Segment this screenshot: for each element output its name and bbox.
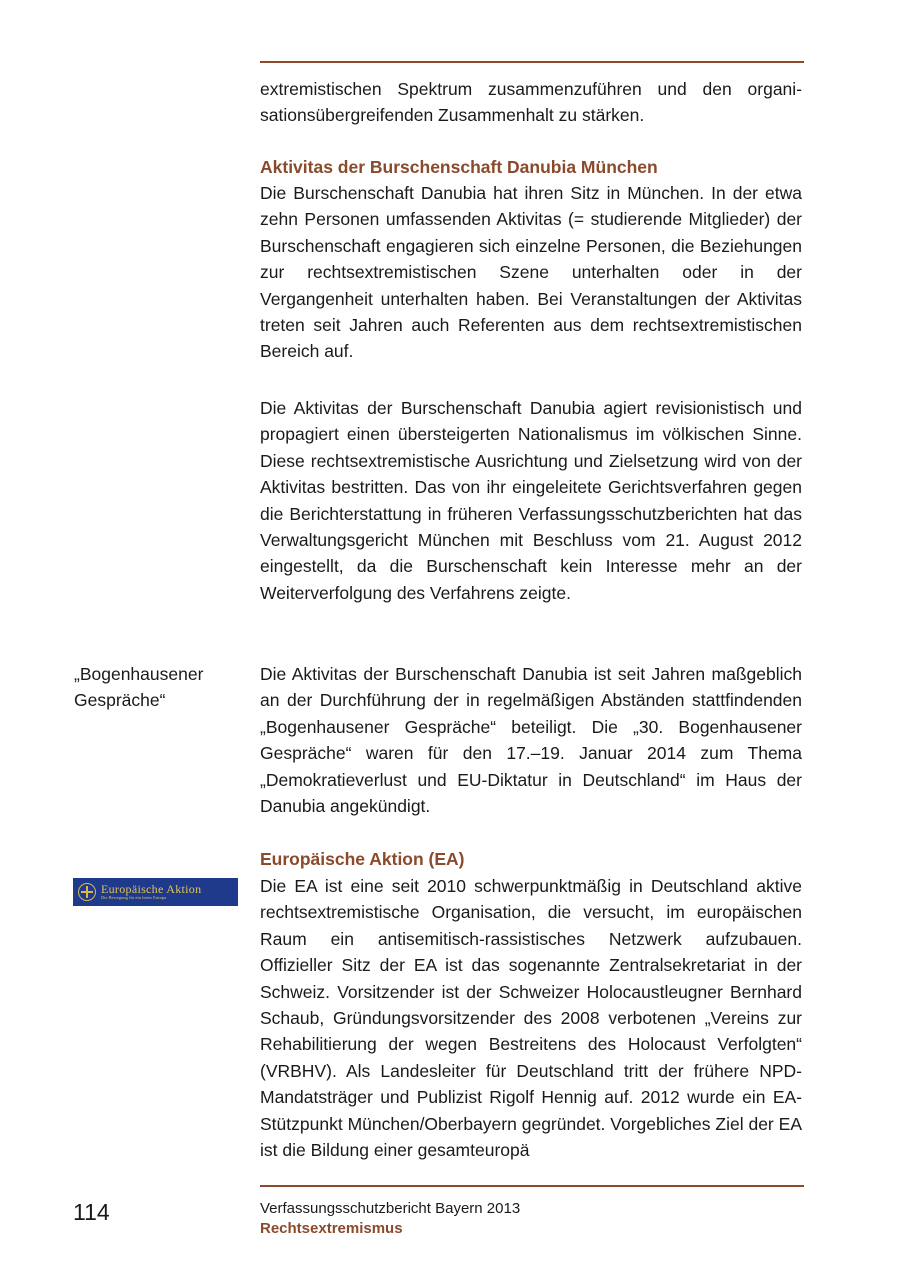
margin-note-bogenhausener [74,661,244,714]
europaeische-aktion-logo [73,878,238,906]
logo-wordmark [101,883,201,901]
danubia-paragraph-3 [260,661,802,819]
ea-text-1: Die EA ist eine seit 2010 schwerpunktmäßig in Deutschland aktive rechtsextremistische Organisation, die versucht, im europäischen Raum ein antisemitisch-rassistisches Netzwerk aufzubauen. Offizieller Sitz der EA ist das sogenannte Zentralsekretariat in der Schweiz. Vorsitzender ist der Schweizer Holocaustleugner Bernhard Schaub, Gründungsvorsitzender des 2008 verbotenen „Vereins zur Rehabilitierung der wegen Bestreitens des Holocaust Verfolgten“ (VRBHV). Als Landesleiter für Deutschland tritt der frühere NPD-Mandatsträger und Publizist Rigolf Hennig auf. 2012 wurde ein EA-Stützpunkt München/Oberbayern gegründet. Vorgebliches Ziel der EA ist die Bildung einer gesamteuropä [260,876,802,1161]
footer-section-name: Rechtsextremismus [260,1220,403,1237]
danubia-text-1: Die Burschenschaft Danubia hat ihren Sitz in München. In der etwa zehn Personen umfassenden Aktivitas (= studierende Mitglieder) der Burschenschaft engagieren sich einzelne Personen, die Beziehungen zur rechtsextremistischen Szene unterhalten oder in der Vergangenheit unterhalten haben. Bei Veranstaltungen der Aktivitas treten seit Jahren auch Referenten aus dem rechtsextremistischen Bereich auf. [260,183,802,362]
top-rule [260,61,804,63]
bottom-rule [260,1185,804,1187]
page-number: 114 [73,1199,110,1225]
intro-paragraph [260,76,802,129]
danubia-paragraph-1 [260,180,802,365]
danubia-heading: Aktivitas der Burschenschaft Danubia München [260,157,658,177]
ea-heading: Europäische Aktion (EA) [260,849,465,869]
logo-title: Europäische Aktion [101,882,202,897]
margin-note-line-2: Gespräche“ [74,690,166,711]
cross-emblem-icon [78,883,96,901]
footer-report-title: Verfassungsschutzbericht Bayern 2013 [260,1200,521,1217]
danubia-text-3: Die Aktivitas der Burschenschaft Danubia ist seit Jahren maßgeblich an der Durchführung der in regelmäßigen Abständen stattfindenden „Bogenhausener Gespräche“ beteiligt. Die „30. Bogenhausener Gespräche“ waren für den 17.–19. Januar 2014 zum Thema „Demokratieverlust und EU-Diktatur in Deutschland“ im Haus der Danubia angekündigt. [260,664,802,817]
ea-paragraph-1 [260,873,802,1163]
logo-subtitle: Die Bewegung für ein freies Europa [101,895,167,901]
danubia-paragraph-2 [260,395,802,606]
danubia-text-2: Die Aktivitas der Burschenschaft Danubia agiert revisionistisch und propagiert einen übersteigerten Nationalismus im völkischen Sinne. Diese rechtsextremistische Ausrichtung und Zielsetzung wird von der Aktivitas bestritten. Das von ihr eingeleitete Gerichtsverfahren gegen die Berichterstattung in früheren Verfassungsschutzberichten hat das Verwaltungsgericht München mit Beschluss vom 21. August 2012 eingestellt, da die Burschenschaft kein Interesse mehr an der Weiterverfolgung des Verfahrens zeigte. [260,398,802,603]
margin-note-line-1: „Bogenhausener [74,664,204,684]
intro-text: extremistischen Spektrum zusammenzuführen und den organisationsübergreifenden Zusammenhalt zu stärken. [260,79,802,126]
